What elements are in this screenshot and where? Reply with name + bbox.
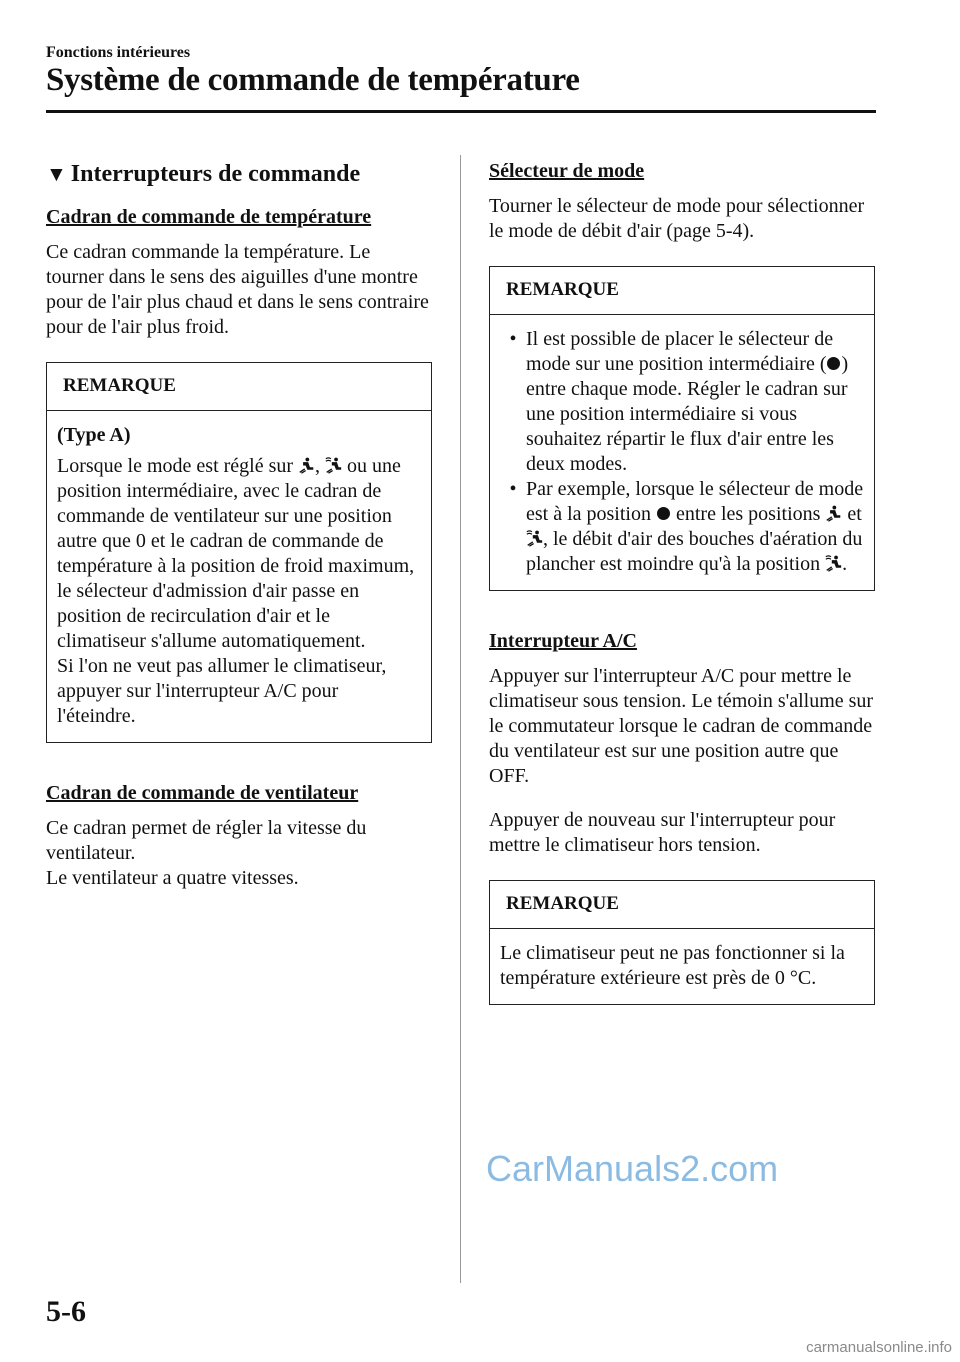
mode-selector-text: Tourner le sélecteur de mode pour sélectionner le mode de débit d'air (page 5-4). bbox=[489, 195, 865, 242]
bullet-mark: • bbox=[509, 478, 517, 500]
note-body bbox=[490, 315, 874, 590]
note-paragraph: Si l'on ne veut pas allumer le climatiseur, appuyer sur l'interrupteur A/C pour l'éteindre. bbox=[57, 655, 387, 727]
type-a-label: (Type A) bbox=[57, 424, 131, 446]
note-text: Lorsque le mode est réglé sur bbox=[57, 455, 294, 477]
note-paragraph bbox=[57, 454, 421, 654]
bullet-mark: • bbox=[509, 328, 517, 350]
note-label: REMARQUE bbox=[490, 267, 874, 315]
note-text: ou une position intermédiaire, avec le cadran de commande de ventilateur sur une position autre que 0 et le cadran de commande de température à la position de froid maximum, le sélecteur d'admission d'air passe en position de recirculation d'air et le climatiseur s'allume automatiquement. bbox=[57, 455, 415, 652]
intermediate-dot-icon bbox=[827, 357, 840, 370]
note-box-type-a bbox=[46, 362, 432, 743]
floor-mode-icon bbox=[298, 457, 315, 474]
note-body bbox=[47, 411, 431, 742]
main-heading-text: Interrupteurs de commande bbox=[70, 161, 361, 187]
floor-defroster-mode-icon bbox=[325, 457, 342, 474]
fan-dial-heading: Cadran de commande de ventilateur bbox=[46, 782, 359, 804]
bullet-text bbox=[526, 477, 864, 577]
floor-defroster-mode-icon bbox=[526, 530, 543, 547]
bullet-text-part: et bbox=[847, 503, 862, 525]
ac-switch-text: Appuyer de nouveau sur l'interrupteur pour mettre le climatiseur hors tension. bbox=[489, 809, 836, 856]
bullet-text-part: ) entre chaque mode. Régler le cadran sur une position intermédiaire si vous souhaitez répartir le flux d'air entre les deux modes. bbox=[526, 353, 849, 475]
ac-switch-heading: Interrupteur A/C bbox=[489, 630, 637, 652]
temperature-dial-heading: Cadran de commande de température bbox=[46, 206, 372, 228]
watermark-logo: CarManuals2.com bbox=[486, 1148, 779, 1189]
temperature-dial-text: Ce cadran commande la température. Le tourner dans le sens des aiguilles d'une montre pour de l'air plus chaud et dans le sens contraire pour de l'air plus froid. bbox=[46, 241, 429, 338]
column-divider bbox=[460, 155, 461, 1283]
ac-switch-text: Appuyer sur l'interrupteur A/C pour mettre le climatiseur sous tension. Le témoin s'allume sur le commutateur lorsque le cadran de commande du ventilateur est sur une position autre que OFF. bbox=[489, 665, 874, 787]
intermediate-dot-icon bbox=[657, 507, 670, 520]
note-body bbox=[490, 929, 874, 1004]
bullet-text bbox=[526, 327, 864, 477]
section-label: Fonctions intérieures bbox=[46, 44, 191, 61]
fan-dial-text: Le ventilateur a quatre vitesses. bbox=[46, 867, 299, 889]
note-label: REMARQUE bbox=[490, 881, 874, 929]
floor-defroster-mode-icon bbox=[825, 555, 842, 572]
bullet-text-part: entre les positions bbox=[675, 503, 821, 525]
note-text: , bbox=[315, 455, 321, 477]
floor-mode-icon bbox=[825, 505, 842, 522]
note-box-ac bbox=[489, 880, 875, 1005]
right-column bbox=[489, 158, 875, 1005]
bullet-text-part: , le débit d'air des bouches d'aération du plancher est moindre qu'à la position bbox=[526, 528, 863, 575]
note-box-mode bbox=[489, 266, 875, 591]
left-column bbox=[46, 158, 432, 891]
main-heading bbox=[46, 158, 432, 190]
note-label: REMARQUE bbox=[47, 363, 431, 411]
footer-site-link[interactable]: carmanualsonline.info bbox=[806, 1339, 952, 1356]
note-bullet bbox=[500, 477, 864, 577]
bullet-text-part: . bbox=[842, 553, 848, 575]
triangle-marker-icon: ▼ bbox=[46, 162, 67, 186]
fan-dial-text: Ce cadran permet de régler la vitesse du ventilateur. bbox=[46, 817, 367, 864]
note-bullet bbox=[500, 327, 864, 477]
page-number: 5-6 bbox=[46, 1295, 86, 1328]
bullet-text-part: Il est possible de placer le sélecteur de mode sur une position intermédiaire ( bbox=[526, 328, 834, 375]
header-rule bbox=[46, 110, 876, 113]
bullet-text-part: Par exemple, lorsque le sélecteur de mode est à la position bbox=[526, 478, 864, 525]
mode-selector-heading: Sélecteur de mode bbox=[489, 160, 645, 182]
page-title: Système de commande de température bbox=[46, 62, 580, 98]
note-text: Le climatiseur peut ne pas fonctionner si la température extérieure est près de 0 °C. bbox=[500, 942, 845, 989]
